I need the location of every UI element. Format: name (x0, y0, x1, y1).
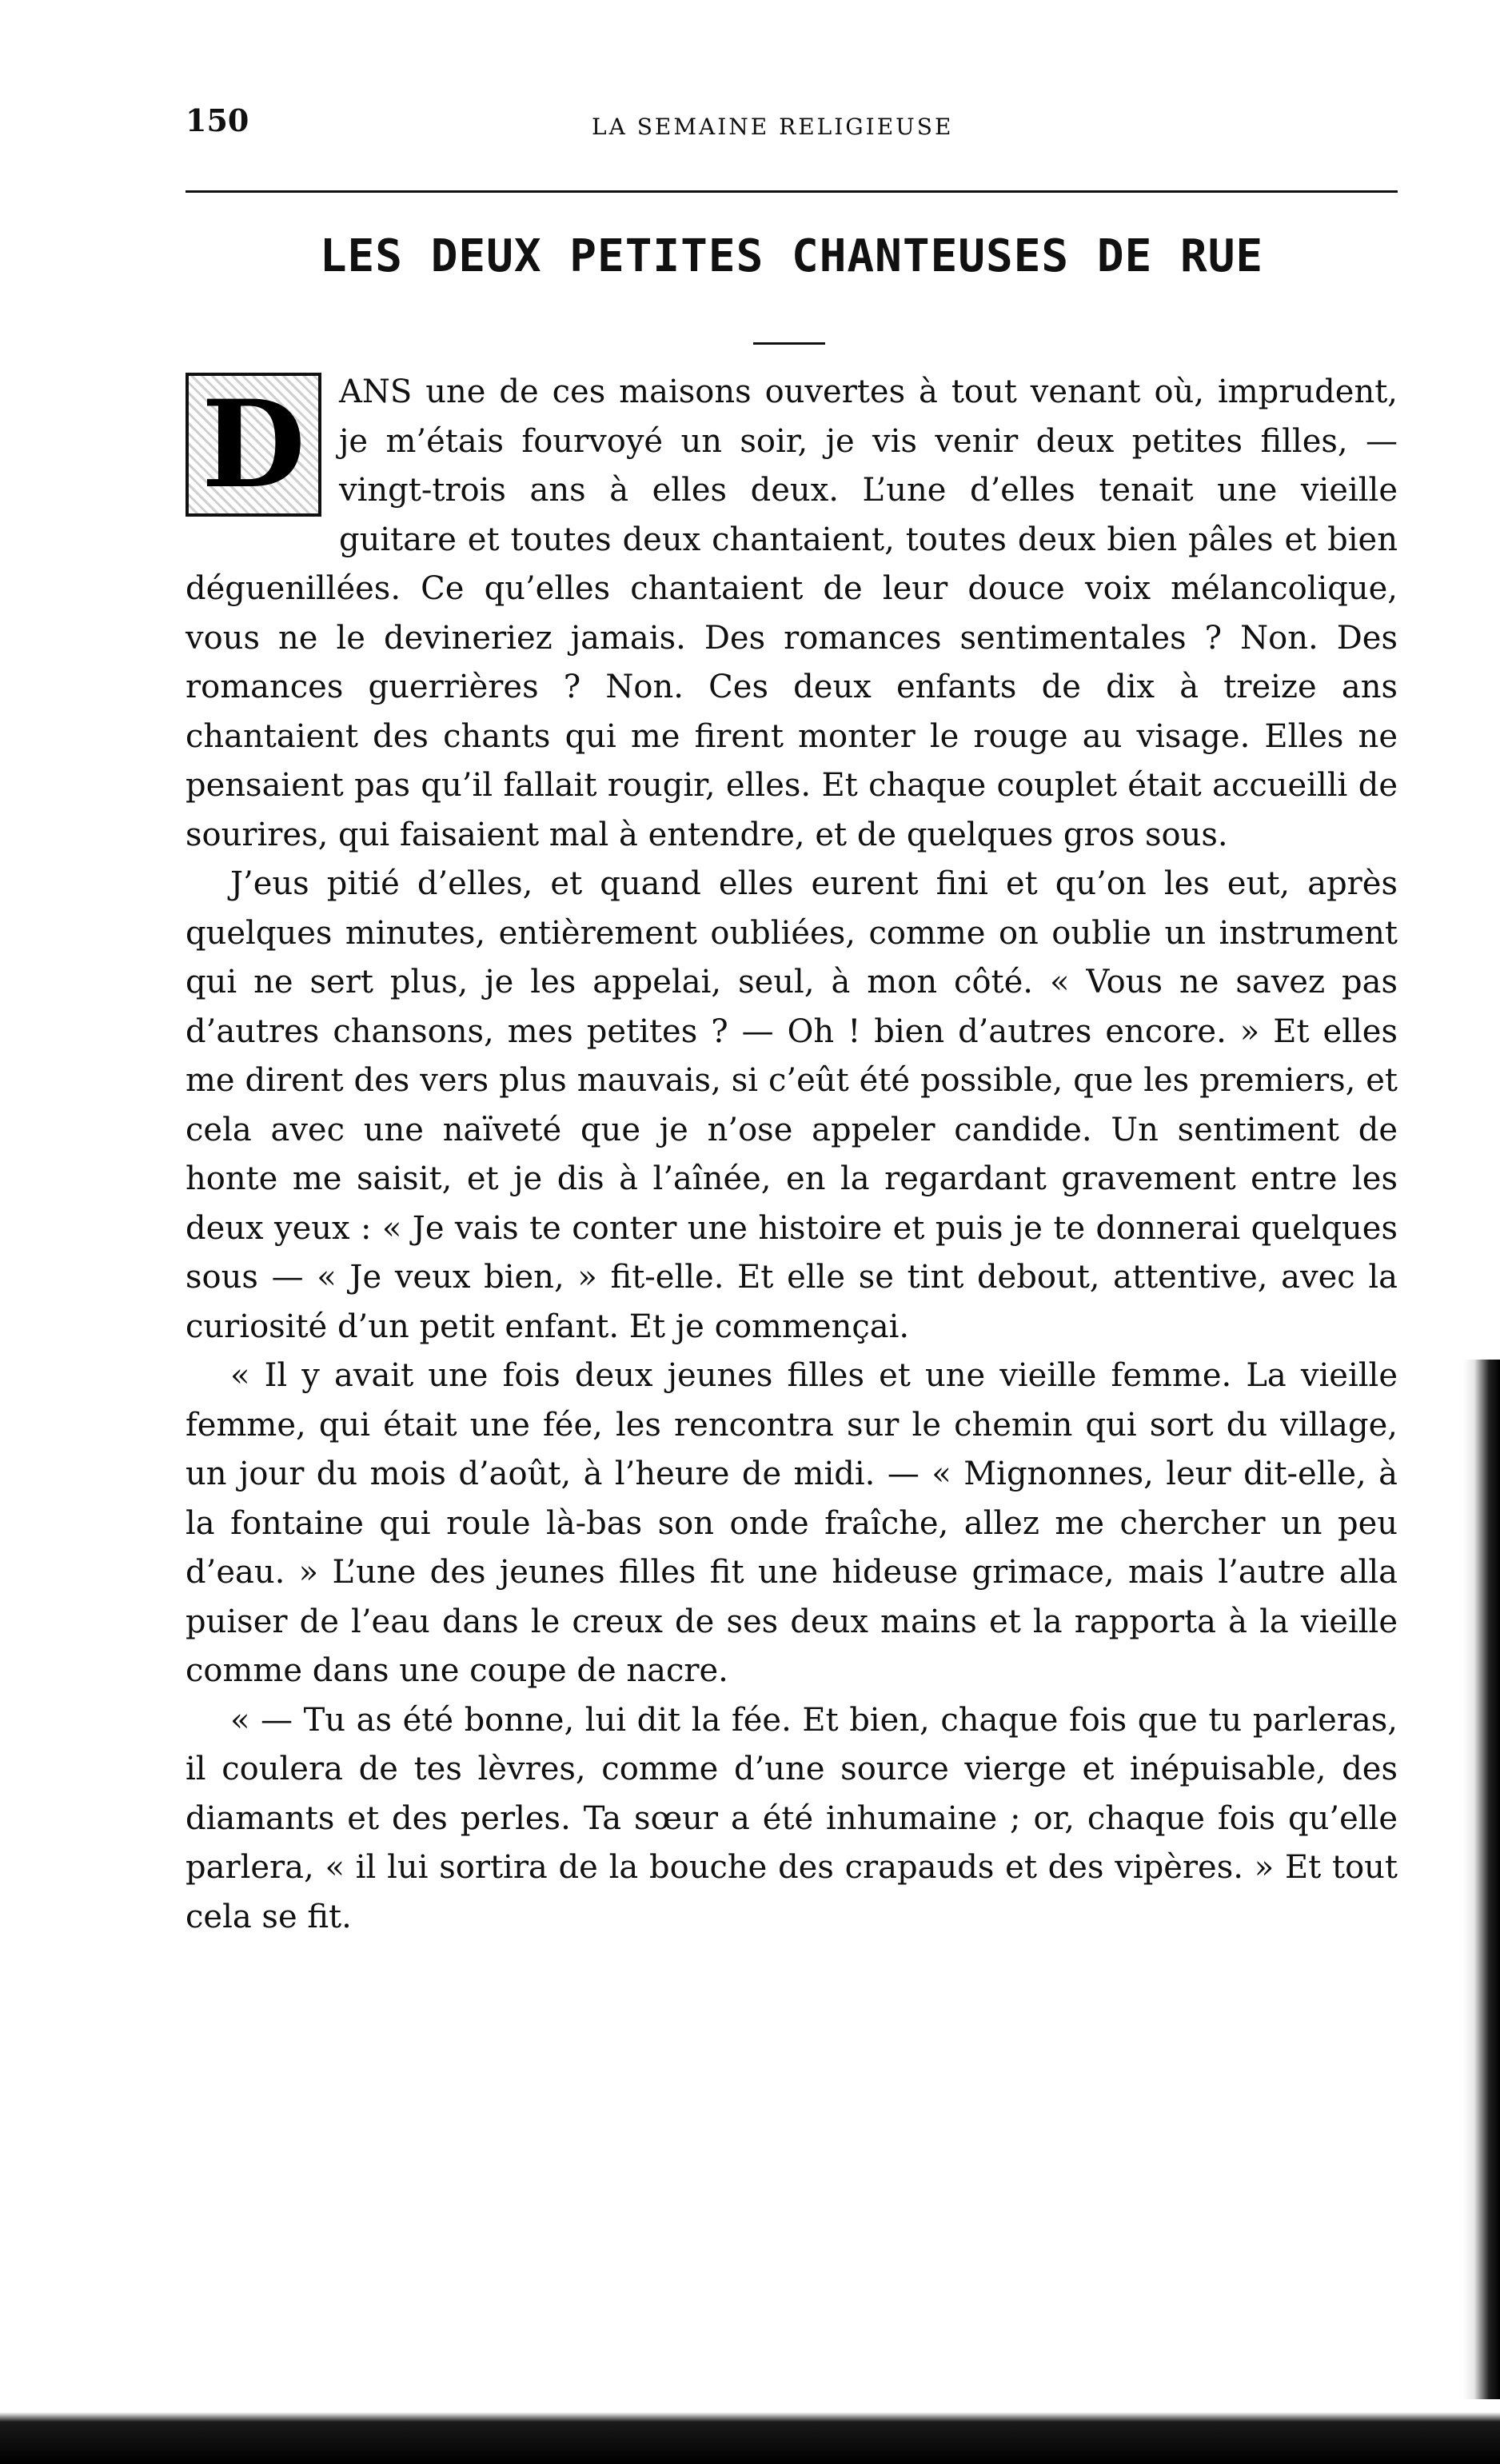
article-title: LES DEUX PETITES CHANTEUSES DE RUE (319, 230, 1264, 282)
paragraph-2: J’eus pitié d’elles, et quand elles eurent fini et qu’on les eut, après quelques minutes, entièrement oubliées, comme on oublie un instrument qui ne sert plus, je les appelai, seul, à mon côté. « Vous ne savez pas d’autres chansons, mes petites ? — Oh ! bien d’autres encore. » Et elles me dirent des vers plus mauvais, si c’eût été possible, que les premiers, et cela avec une naïveté que je n’ose appeler candide. Un sentiment de honte me saisit, et je dis à l’aînée, en la regardant gravement entre les deux yeux : « Je vais te conter une histoire et puis je te donnerai quelques sous — « Je veux bien, » fit-elle. Et elle se tint debout, attentive, avec la curiosité d’un petit enfant. Et je commençai. (186, 865, 1398, 1345)
article-body (186, 368, 1398, 1942)
paragraph-3: « Il y avait une fois deux jeunes filles et une vieille femme. La vieille femme, qui était une fée, les rencontra sur le chemin qui sort du village, un jour du mois d’août, à l’heure de midi. — « Mignonnes, leur dit-elle, à la fontaine qui roule là-bas son onde fraîche, allez me chercher un peu d’eau. » L’une des jeunes filles fit une hideuse grimace, mais l’autre alla puiser de l’eau dans le creux de ses deux mains et la rapporta à la vieille comme dans une coupe de nacre. (186, 1357, 1398, 1689)
page-edge-shadow-bottom (0, 2399, 1500, 2464)
paragraph-1-text: ANS une de ces maisons ouvertes à tout venant où, imprudent, je m’étais fourvoyé un soir, je vis venir deux petites filles, — vingt-trois ans à elles deux. L’une d’elles tenait une vieille guitare et toutes deux chantaient, toutes deux bien pâles et bien déguenillées. Ce qu’elles chantaient de leur douce voix mélancolique, vous ne le devineriez jamais. Des romances sentimentales ? Non. Des romances guerrières ? Non. Ces deux enfants de dix à treize ans chantaient des chants qui me firent monter le rouge au visage. Elles ne pensaient pas qu’il fallait rougir, elles. Et chaque couplet était accueilli de sourires, qui faisaient mal à entendre, et de quelques gros sous. (186, 373, 1398, 853)
running-title: LA SEMAINE RELIGIEUSE (592, 114, 954, 140)
paragraph-1 (186, 368, 1398, 860)
drop-cap-letter: D (201, 374, 306, 515)
page-header (186, 102, 1398, 150)
drop-cap-ornament (186, 373, 321, 517)
page-edge-shadow-right (1463, 1360, 1500, 2463)
title-rule (753, 342, 825, 345)
paragraph-4: « — Tu as été bonne, lui dit la fée. Et bien, chaque fois que tu parleras, il coulera de tes lèvres, comme d’une source vierge et inépuisable, des diamants et des perles. Ta sœur a été inhumaine ; or, chaque fois qu’elle parlera, « il lui sortira de la bouche des crapauds et des vipères. » Et tout cela se fit. (186, 1701, 1398, 1935)
page-number: 150 (186, 102, 249, 138)
header-rule (186, 190, 1398, 193)
